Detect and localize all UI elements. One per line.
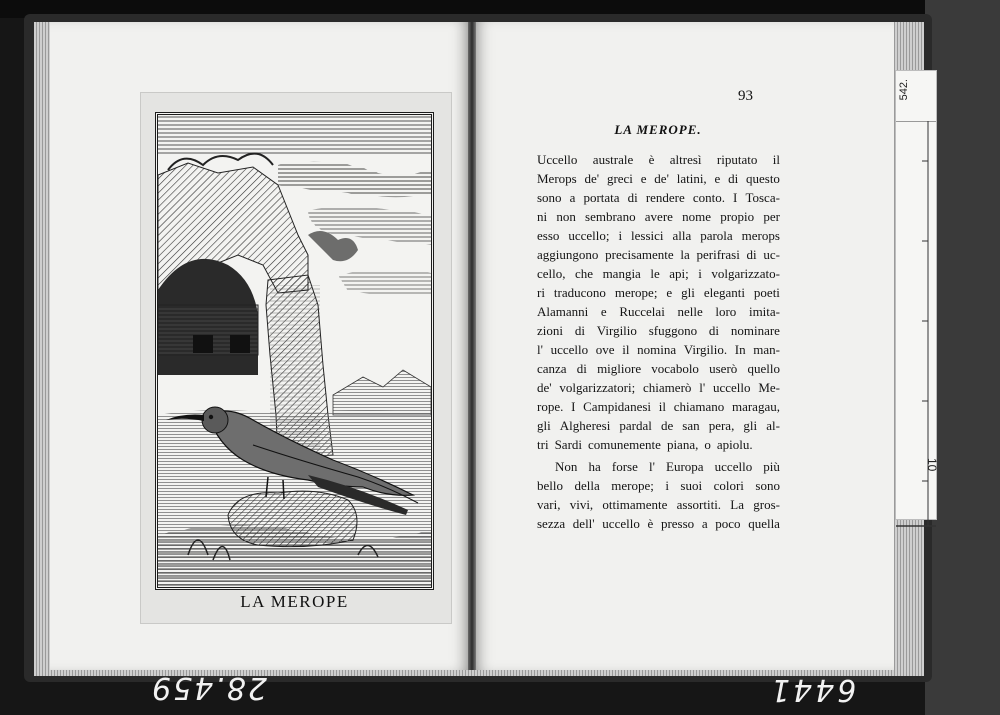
text-word: non: [556, 209, 576, 224]
bee-eater-engraving: [155, 112, 434, 590]
text-word: I: [571, 399, 576, 414]
text-word: a: [701, 516, 708, 531]
text-line: [537, 302, 780, 321]
text-line: [537, 245, 780, 264]
shelf-mark-right: 6441: [768, 672, 857, 707]
text-word: poco: [715, 516, 741, 531]
tag-header: [896, 71, 936, 122]
text-word: loro: [715, 304, 737, 319]
text-word: presso: [660, 516, 695, 531]
text-word: a: [569, 190, 576, 205]
text-word: ri: [537, 285, 545, 300]
text-word: conto.: [692, 190, 725, 205]
text-word: l': [648, 459, 655, 474]
text-word: san: [682, 418, 700, 433]
text-word: gli: [537, 418, 551, 433]
text-line: [537, 378, 780, 397]
text-word: Alamanni: [537, 304, 589, 319]
text-word: i: [665, 478, 669, 493]
text-word: gli: [743, 418, 758, 433]
text-word: uccello;: [568, 228, 610, 243]
text-word: canza: [537, 361, 567, 376]
library-paper-tag: [895, 70, 937, 520]
plate-caption: LA MEROPE: [240, 592, 349, 611]
text-word: Algheresi: [559, 418, 611, 433]
page-number: 93: [738, 88, 753, 104]
text-word: riputato: [716, 152, 758, 167]
text-word: tri: [537, 437, 549, 452]
text-word: eleganti: [703, 285, 745, 300]
text-word: volgarizzatori;: [559, 380, 636, 395]
text-word: Europa: [666, 459, 704, 474]
text-word: traducono: [553, 285, 606, 300]
text-word: portata: [583, 190, 620, 205]
text-word: de': [654, 171, 669, 186]
text-word: sono: [537, 190, 562, 205]
text-word: e: [640, 171, 647, 186]
text-word: comunemente: [588, 437, 661, 452]
text-word: le: [650, 266, 660, 281]
text-line: [537, 359, 780, 378]
text-word: La: [730, 497, 745, 512]
text-word: gli: [681, 285, 695, 300]
text-word: pera,: [708, 418, 735, 433]
text-word: sezza: [537, 516, 566, 531]
shelf-mark-left: 28.459: [150, 670, 267, 705]
text-word: rendere: [645, 190, 685, 205]
text-word: api;: [669, 266, 689, 281]
text-word: e: [714, 171, 721, 186]
text-line: [537, 495, 780, 514]
text-word: Me-: [758, 380, 780, 395]
text-line: [537, 397, 780, 416]
text-word: il: [658, 399, 666, 414]
text-word: nome: [682, 209, 712, 224]
text-line: [537, 169, 780, 188]
text-word: ottimamente: [602, 497, 668, 512]
text-word: di: [627, 190, 638, 205]
text-word: chiamerò: [643, 380, 692, 395]
text-word: man-: [753, 342, 780, 357]
text-word: I: [733, 190, 738, 205]
text-word: mangia: [602, 266, 641, 281]
text-word: uccello: [602, 516, 640, 531]
text-word: e: [600, 304, 607, 319]
text-word: gros-: [753, 497, 780, 512]
text-word: userò: [709, 361, 738, 376]
text-word: Ruccelai: [619, 304, 665, 319]
text-word: suoi: [680, 478, 703, 493]
text-word: di: [574, 323, 585, 338]
text-word: zioni: [537, 323, 563, 338]
text-word: è: [648, 152, 655, 167]
text-word: nelle: [677, 304, 703, 319]
text-word: è: [647, 516, 654, 531]
text-word: i: [698, 266, 702, 281]
text-word: questo: [745, 171, 780, 186]
text-word: australe: [592, 152, 634, 167]
text-word: il: [772, 152, 780, 167]
text-word: imita-: [748, 304, 780, 319]
text-word: uccello: [550, 342, 589, 357]
text-line: [537, 321, 780, 340]
text-word: Virgilio: [596, 323, 637, 338]
text-word: precisamente: [605, 247, 674, 262]
text-line: [537, 340, 780, 359]
text-word: ni: [537, 209, 548, 224]
text-word: nominare: [730, 323, 780, 338]
text-word: sfuggono: [648, 323, 698, 338]
text-line: [537, 416, 780, 435]
text-word: di: [746, 247, 757, 262]
text-word: che: [575, 266, 594, 281]
text-word: pardal: [619, 418, 652, 433]
text-word: di: [708, 323, 720, 338]
text-word: vari,: [537, 497, 561, 512]
text-word: rope.: [537, 399, 564, 414]
text-word: forse: [611, 459, 638, 474]
text-word: de': [537, 380, 552, 395]
text-word: o: [704, 437, 711, 452]
text-word: piana,: [666, 437, 699, 452]
text-word: l': [537, 342, 543, 357]
text-word: Virgilio.: [683, 342, 728, 357]
text-word: e: [666, 285, 673, 300]
text-word: nomina: [637, 342, 677, 357]
text-line: [537, 188, 780, 207]
text-word: Uccello: [537, 152, 578, 167]
text-word: vivi,: [569, 497, 594, 512]
text-word: apiolu.: [716, 437, 753, 452]
text-word: ove: [595, 342, 615, 357]
text-line: [537, 283, 780, 302]
text-word: al-: [766, 418, 780, 433]
text-line: [537, 514, 780, 533]
text-word: l': [699, 380, 706, 395]
text-word: lessici: [631, 228, 664, 243]
text-word: volgarizzato-: [711, 266, 780, 281]
text-word: Sardi: [554, 437, 583, 452]
text-word: altresì: [669, 152, 702, 167]
tag-number: 542.: [898, 79, 910, 101]
text-word: quello: [747, 361, 780, 376]
text-word: merops: [741, 228, 780, 243]
text-word: avere: [644, 209, 673, 224]
text-word: de': [584, 171, 600, 186]
text-word: assortiti.: [676, 497, 722, 512]
text-word: di: [728, 171, 739, 186]
text-word: uccello: [712, 380, 751, 395]
text-line: [537, 457, 780, 476]
text-word: uccello: [714, 459, 753, 474]
measure-ticks: [896, 121, 936, 551]
text-word: sono: [755, 478, 780, 493]
text-word: Non: [555, 459, 578, 474]
text-word: uc-: [763, 247, 780, 262]
text-word: la: [680, 247, 690, 262]
text-word: migliore: [597, 361, 642, 376]
text-word: maragau,: [731, 399, 780, 414]
chapter-heading: LA MEROPE.: [614, 122, 702, 137]
text-word: Campidanesi: [583, 399, 652, 414]
text-word: merope;: [614, 285, 658, 300]
text-word: vocabolo: [651, 361, 699, 376]
text-word: Tosca-: [745, 190, 780, 205]
text-word: ha: [588, 459, 601, 474]
text-word: In: [734, 342, 746, 357]
text-line: [537, 264, 780, 283]
text-word: i: [618, 228, 623, 243]
text-word: perifrasi: [696, 247, 740, 262]
text-word: più: [763, 459, 780, 474]
text-word: di: [576, 361, 587, 376]
text-word: merope;: [611, 478, 654, 493]
text-word: per: [763, 209, 780, 224]
text-word: parola: [700, 228, 733, 243]
body-text: [537, 150, 780, 533]
text-line: [537, 150, 780, 169]
text-word: della: [574, 478, 600, 493]
text-word: de: [660, 418, 674, 433]
text-word: greci: [606, 171, 633, 186]
text-word: alla: [672, 228, 692, 243]
text-word: il: [622, 342, 630, 357]
text-word: dell': [572, 516, 595, 531]
text-word: bello: [537, 478, 563, 493]
text-word: sembrano: [585, 209, 636, 224]
text-word: propio: [720, 209, 755, 224]
text-word: colori: [713, 478, 744, 493]
text-word: cello,: [537, 266, 566, 281]
text-line: [537, 476, 780, 495]
book-gutter: [468, 22, 476, 670]
text-word: chiamano: [673, 399, 725, 414]
text-word: latini,: [676, 171, 707, 186]
text-line: [537, 226, 780, 245]
text-word: Merops: [537, 171, 577, 186]
text-line: [537, 207, 780, 226]
text-word: quella: [748, 516, 780, 531]
text-word: poeti: [753, 285, 780, 300]
text-word: esso: [537, 228, 560, 243]
text-word: aggiungono: [537, 247, 599, 262]
text-line: [537, 435, 780, 454]
tag-number-bottom: 10: [925, 458, 939, 472]
